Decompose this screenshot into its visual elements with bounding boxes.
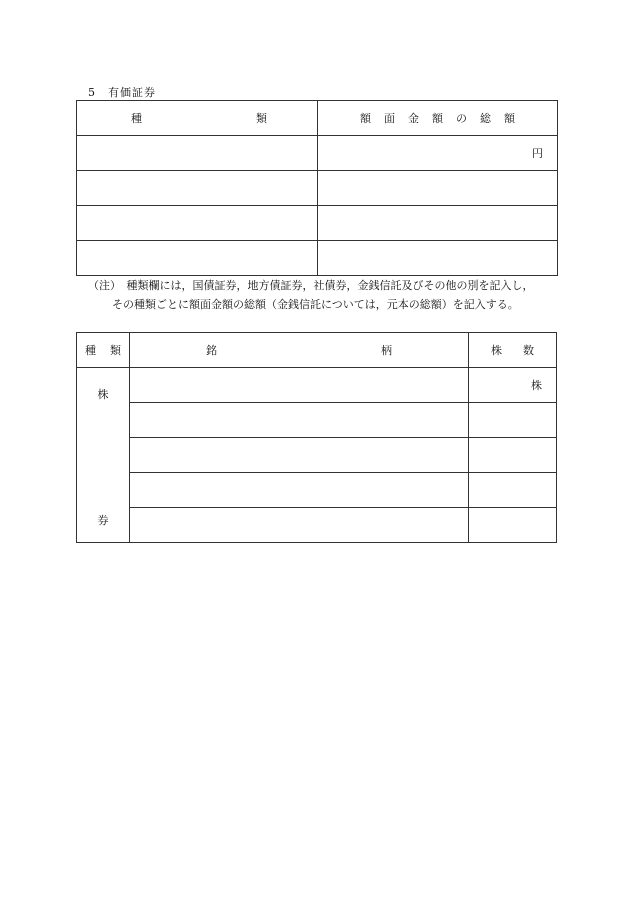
table-header-row xyxy=(77,333,557,368)
header-kind xyxy=(77,333,130,368)
header-kind-char: 類 xyxy=(110,344,121,357)
issue-name-input-cell[interactable] xyxy=(130,403,469,438)
kind-input-cell[interactable] xyxy=(77,171,318,206)
kind-label-bottom: 券 xyxy=(97,514,109,527)
header-name-char: 柄 xyxy=(381,344,392,357)
kind-input-cell[interactable] xyxy=(77,206,318,241)
total-input-cell[interactable] xyxy=(318,171,558,206)
header-total-char: 額 xyxy=(504,112,515,125)
header-issue-name xyxy=(130,333,469,368)
header-total-face-value xyxy=(318,101,558,136)
header-total-char: 額 xyxy=(360,112,371,125)
kind-label-top: 株 xyxy=(97,388,109,401)
issue-name-input-cell[interactable] xyxy=(130,473,469,508)
share-count-input-cell[interactable] xyxy=(469,438,557,473)
table-row xyxy=(77,473,557,508)
total-input-cell[interactable] xyxy=(318,241,558,276)
header-total-char: の xyxy=(456,112,467,125)
header-kind-char: 種 xyxy=(85,344,96,357)
table-row xyxy=(77,438,557,473)
table-row xyxy=(77,171,558,206)
note-line-2: その種類ごとに額面金額の総額（金銭信託については，元本の総額）を記入する。 xyxy=(112,298,519,311)
table-row xyxy=(77,136,558,171)
unit-shares: 株 xyxy=(531,379,542,392)
header-shares-char: 株 xyxy=(491,344,502,357)
share-count-input-cell[interactable] xyxy=(469,403,557,438)
kind-input-cell[interactable] xyxy=(77,136,318,171)
share-count-input-cell[interactable] xyxy=(469,368,557,403)
note-line-1: （注） 種類欄には，国債証券，地方債証券，社債券，金銭信託及びその他の別を記入し， xyxy=(88,279,534,292)
header-kind-char: 種 xyxy=(131,112,142,125)
share-count-input-cell[interactable] xyxy=(469,508,557,543)
note-text xyxy=(88,276,558,314)
kind-stock-cell xyxy=(77,368,130,543)
total-input-cell[interactable] xyxy=(318,136,558,171)
total-input-cell[interactable] xyxy=(318,206,558,241)
table-row xyxy=(77,368,557,403)
securities-total-table xyxy=(76,100,558,276)
header-total-char: 額 xyxy=(432,112,443,125)
header-kind-char: 類 xyxy=(256,112,267,125)
kind-input-cell[interactable] xyxy=(77,241,318,276)
table-row xyxy=(77,403,557,438)
stock-table xyxy=(76,332,557,543)
header-name-char: 銘 xyxy=(206,344,217,357)
header-shares-char: 数 xyxy=(523,344,534,357)
issue-name-input-cell[interactable] xyxy=(130,508,469,543)
header-total-char: 総 xyxy=(480,112,491,125)
issue-name-input-cell[interactable] xyxy=(130,438,469,473)
table-row xyxy=(77,206,558,241)
table-row xyxy=(77,241,558,276)
header-kind xyxy=(77,101,318,136)
issue-name-input-cell[interactable] xyxy=(130,368,469,403)
header-total-char: 金 xyxy=(408,112,419,125)
table-row xyxy=(77,508,557,543)
section-title: 5 有価証券 xyxy=(88,86,156,99)
header-share-count xyxy=(469,333,557,368)
header-total-char: 面 xyxy=(384,112,395,125)
share-count-input-cell[interactable] xyxy=(469,473,557,508)
unit-yen: 円 xyxy=(532,147,543,160)
table-header-row xyxy=(77,101,558,136)
